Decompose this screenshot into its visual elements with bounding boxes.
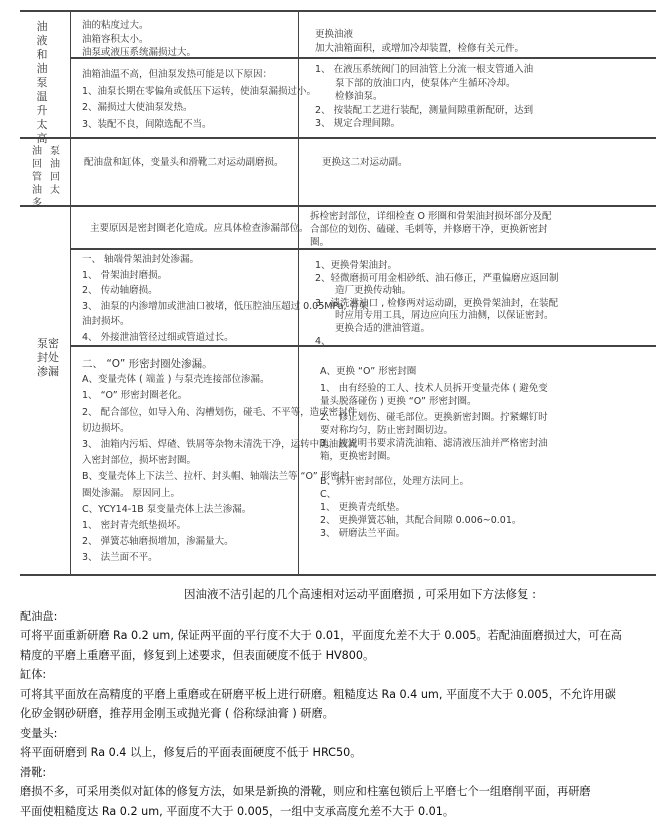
- remedy-line: 量头脱落碰伤 ) 更换 “O” 形密封圈。: [320, 395, 477, 407]
- remedy-line: 更换油液: [315, 29, 354, 40]
- remedy-line: 1、 更换青壳纸垫。: [320, 502, 406, 513]
- table-bottom-border: [20, 574, 656, 576]
- repair-paragraph-line: 精度的平磨上重磨平面，修复到上述要求，但表面硬度不低于 HV800。: [20, 648, 375, 662]
- label-char: 回: [32, 159, 42, 170]
- remedy-line: 拆检密封部位，详细检查 O 形圈和骨架油封损坏部分及配: [310, 211, 552, 222]
- cause-line: C、YCY14-1B 泵变量壳体上法兰渗漏。: [82, 503, 252, 515]
- remedy-line: 更换这二对运动副。: [322, 157, 408, 168]
- cause-line: 3、 油泵的内渗增加或泄油口被堵，低压腔油压超过 0.05MPa, 骨架: [82, 300, 369, 312]
- label-char: 和: [36, 48, 48, 61]
- remedy-line: 2、 更换弹簧芯轴，其配合间隙 0.006~0.01。: [320, 515, 522, 526]
- cause-line: A、变量壳体 ( 端盖 ) 与泵壳连接部位渗漏。: [82, 374, 270, 386]
- label-char: 管: [32, 172, 42, 183]
- remedy-line: 要对称均匀，防止密封圈切边。: [320, 425, 454, 436]
- cause-line: 油泵或液压系统漏损过大。: [82, 47, 197, 58]
- remedy-line: 4、: [315, 335, 331, 347]
- remedy-line: 3、 按说明书要求清洗油箱、滤清液压油并严格密封油: [320, 438, 548, 449]
- cause-cell: [82, 356, 357, 567]
- remedy-line: 2、 修正划伤、碰毛部位。更换新密封圈。拧紧螺钉时: [320, 412, 548, 423]
- cause-line: B、变量壳体上下法兰、拉杆、封头帽、轴端法兰等 “O” 形密封: [82, 471, 350, 483]
- repair-subheading: 变量头:: [20, 726, 58, 740]
- row-label-oil-temp: [34, 20, 50, 146]
- cause-line: 主要原因是密封圈老化造成。应具体检查渗漏部位。: [90, 223, 309, 234]
- cause-line: 油箱容积太小。: [82, 33, 149, 45]
- remedy-line: 更换合适的泄油管道。: [335, 322, 431, 334]
- remedy-cell: [315, 260, 559, 348]
- cause-line: 3、 油箱内污垢、焊碴、铁屑等杂物未清洗干净，运转中随油液流: [82, 439, 358, 451]
- column-divider: [70, 10, 71, 576]
- cause-cell: [84, 156, 284, 170]
- table-top-border: [20, 10, 656, 12]
- cause-line: 1、 骨架油封磨损。: [82, 269, 168, 281]
- repair-subheading: 缸体:: [20, 668, 47, 681]
- label-char: 泵: [50, 146, 60, 157]
- remedy-line: C、: [320, 489, 337, 500]
- label-char: 油: [50, 159, 60, 170]
- label-char: 油: [32, 146, 42, 157]
- label-char: 温: [36, 90, 48, 103]
- cause-line: 2、 配合部位，如导入角、沟槽划伤，碰毛、不平等，造成密封件: [82, 406, 358, 418]
- remedy-line: 2、轻微磨损可用金相砂纸、油石修正，严重偏磨应返回制: [315, 272, 559, 284]
- remedy-line: 3、 规定合理间隙。: [315, 118, 401, 129]
- remedy-cell: [315, 28, 524, 55]
- remedy-line: 1、 在液压系统阀门的回油管上分流一根支管通入油: [315, 64, 534, 75]
- remedy-line: B、拆开密封部位，处理方法同上。: [320, 476, 470, 487]
- cause-cell: [82, 19, 196, 60]
- remedy-line: 检修油泵。: [335, 91, 383, 102]
- repair-paragraph-line: 将平面研磨到 Ra 0.4 以上，修复后的平面表面硬度不低于 HRC50。: [20, 746, 362, 759]
- label-char: 液: [36, 34, 48, 47]
- remedy-cell: [322, 156, 408, 170]
- cause-line: 2、 传动轴磨损。: [82, 285, 158, 296]
- label-line: 泵密: [37, 337, 59, 350]
- cause-line: 2、 弹簧芯轴磨损增加，渗漏量大。: [82, 536, 234, 548]
- label-char: 油: [36, 62, 48, 75]
- row-label-seal-leak: [34, 337, 62, 379]
- cause-line: 1、油泵长期在零偏角或低压下运转，使油泵漏损过小。: [82, 85, 317, 97]
- remedy-line: 2、 按装配工艺进行装配，测量间隙重新配研，达到: [315, 104, 534, 116]
- repair-paragraph-line: 可将其平面放在高精度的平磨上重磨或在研磨平板上进行研磨。粗糙度达 Ra 0.4 um, 平面度不大于 0.005，不允许用碳: [20, 687, 616, 701]
- label-line: 封处: [37, 351, 59, 364]
- repair-subheading: 滑靴:: [20, 765, 47, 779]
- remedy-line: 1、更换骨架油封。: [315, 260, 398, 271]
- remedy-cell: [315, 63, 533, 131]
- cause-line: 配油盘和缸体，变量头和滑靴二对运动副磨损。: [84, 157, 284, 168]
- row-label-return-oil: [30, 145, 44, 210]
- remedy-line: 3、 研磨法兰平面。: [320, 528, 406, 539]
- cause-line: 油箱油温不高，但油泵发热可能是以下原因：: [82, 69, 273, 80]
- repair-heading: 因油液不洁引起的几个高速相对运动平面磨损 , 可采用如下方法修复 :: [184, 587, 536, 601]
- cause-line: 2、漏损过大使油泵发热。: [82, 102, 193, 113]
- cause-line: 3、 法兰面不平。: [82, 552, 158, 564]
- label-char: 太: [36, 118, 48, 131]
- remedy-line: 泵下部的放油口内，使泵体产生循环冷却。: [335, 77, 516, 89]
- label-char: 高: [36, 132, 48, 145]
- remedy-line: A、更换 “O” 形密封圈: [320, 366, 417, 377]
- cause-line: 一、 轴端骨架油封处渗漏。: [82, 254, 200, 265]
- remedy-line: 造厂更换传动轴。: [335, 285, 412, 297]
- label-char: 回: [50, 172, 60, 183]
- row-label-return-oil-col2: [48, 145, 62, 197]
- remedy-line: 时应用专用工具，屑边应向压力油侧，以保证密封。: [335, 310, 554, 322]
- remedy-line: 合部位的划伤、磕碰、毛刺等，并修磨干净，更换新密封: [310, 224, 548, 235]
- cause-line: 1、 密封青壳纸垫损坏。: [82, 520, 187, 532]
- label-char: 泵: [36, 76, 48, 89]
- remedy-line: 1、 由有经验的工人、技术人员拆开变量壳体 ( 避免变: [320, 382, 548, 394]
- cause-line: 油封损坏。: [82, 316, 130, 327]
- cause-line: 1、 “O” 形密封圈老化。: [82, 390, 188, 402]
- repair-paragraph-line: 化矽金钢砂研磨，推荐用金刚玉或抛光膏 ( 俗称绿油膏 ) 研磨。: [20, 707, 334, 720]
- remedy-line: 箱，更换密封圈。: [320, 451, 397, 462]
- label-line: 渗漏: [37, 365, 59, 378]
- remedy-line: 加大油箱面积，或增加冷却装置，检修有关元件。: [315, 42, 525, 54]
- cause-cell: [82, 67, 316, 133]
- row-divider: [20, 205, 656, 207]
- troubleshooting-table: [20, 10, 656, 576]
- repair-paragraph-line: 磨损不多，可采用类似对缸体的修复方法，如果是新换的滑靴，则应和柱塞包锁后上平磨七个一组磨削平面，再研磨: [20, 785, 591, 798]
- repair-subheading: 配油盘:: [20, 609, 58, 623]
- label-char: 太: [50, 185, 60, 196]
- remedy-line: 圈。: [310, 237, 330, 248]
- repair-paragraph-line: 可将平面重新研磨 Ra 0.2 um, 保证两平面的平行度不大于 0.01，平面度允差不大于 0.005。若配油面磨损过大，可在高: [20, 629, 622, 642]
- label-char: 多: [32, 198, 42, 209]
- cause-line: 切边损坏。: [82, 422, 130, 434]
- label-char: 油: [36, 20, 48, 33]
- label-char: 升: [36, 104, 48, 117]
- repair-paragraph-line: 平面使粗糙度达 Ra 0.2 um, 平面度不大于 0.005，一组中支承高度允差不大于 0.01。: [20, 804, 455, 818]
- cause-line: 二、 “O” 形密封圈处渗漏。: [82, 358, 213, 370]
- cause-cell: [90, 222, 309, 236]
- remedy-cell: [310, 210, 552, 249]
- cause-line: 3、装配不良，间隙选配不当。: [82, 118, 212, 130]
- cause-line: 入密封部位，损坏密封圈。: [82, 455, 197, 467]
- remedy-line: 3、清洗泄油口 , 检修两对运动副，更换骨架油封，在装配: [315, 297, 559, 309]
- row-divider: [20, 137, 656, 139]
- cause-line: 4、 外接泄油管径过细或管道过长。: [82, 331, 234, 343]
- remedy-cell: [320, 365, 548, 540]
- cause-line: 圈处渗漏。 原因同上。: [82, 487, 181, 499]
- cause-line: 油的粘度过大。: [82, 20, 149, 31]
- repair-methods-section: [20, 585, 660, 821]
- label-char: 油: [32, 185, 42, 196]
